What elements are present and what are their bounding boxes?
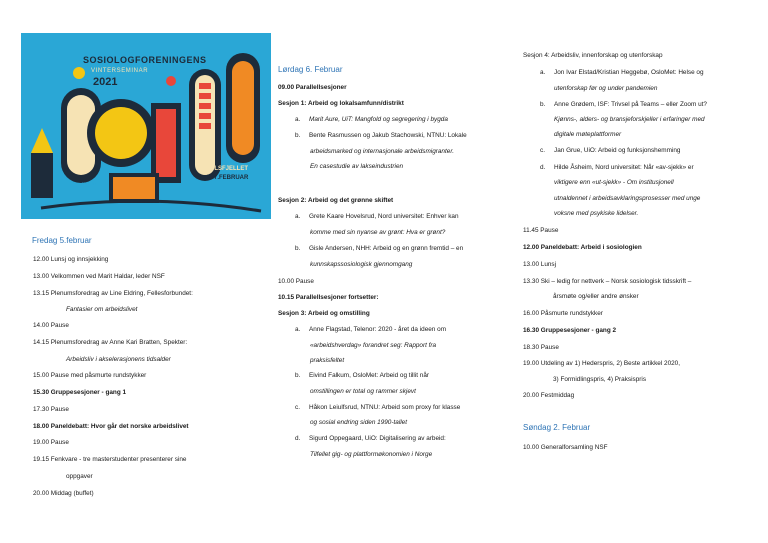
friday-item: 13.00 Velkommen ved Marit Haldar, leder NSF: [33, 273, 165, 280]
right-item: 12.00 Paneldebatt: Arbeid i sosiologien: [523, 244, 642, 251]
saturday-item: Sesjon 1: Arbeid og lokalsamfunn/distrikt: [278, 100, 404, 107]
list-marker: a.: [295, 213, 301, 220]
poster-word: ARBEID: [81, 181, 96, 186]
saturday-item: [295, 404, 460, 412]
friday-item: 13.15 Plenumsforedrag av Line Eldring, Fellesforbundet:: [33, 290, 193, 297]
right-item: [540, 147, 680, 155]
item-text: Marit Aure, UiT: Mangfold og segregering i bygda: [309, 116, 448, 123]
right-item: digitale møteplattformer: [554, 131, 622, 138]
saturday-item: arbeidsmarked og internasjonale arbeidsmigranter.: [310, 148, 454, 155]
saturday-item: komme med sin nyanse av grønt: Hva er grønt?: [310, 229, 446, 236]
item-text: Anne Flagstad, Telenor: 2020 - året da ideen om: [309, 326, 447, 333]
right-item: [540, 164, 694, 172]
list-marker: b.: [295, 372, 301, 379]
saturday-item: En casestudie av lakseindustrien: [310, 163, 404, 170]
right-item: 11.45 Pause: [523, 227, 559, 234]
friday-item: 15.00 Pause med påsmurte rundstykker: [33, 372, 147, 379]
saturday-item: Sesjon 3: Arbeid og omstilling: [278, 310, 370, 317]
saturday-item: [295, 116, 448, 124]
right-item: utnaldennet i arbeidsavklaringsprosesser med unge: [554, 195, 701, 202]
list-marker: a.: [540, 69, 546, 76]
list-marker: b.: [540, 101, 546, 108]
list-marker: d.: [295, 435, 301, 442]
item-text: Bente Rasmussen og Jakub Stachowski, NTNU: Lokale: [309, 132, 467, 139]
saturday-item: kunnskapssosiologisk gjennomgang: [310, 261, 413, 268]
right-item: 13.00 Lunsj: [523, 261, 557, 268]
right-item: 18.30 Pause: [523, 344, 559, 351]
right-item: viktigere enn «ut-sjekk» - Om institusjonell: [554, 179, 674, 186]
sunday-item: 10.00 Generalforsamling NSF: [523, 444, 608, 451]
saturday-item: omstillingen er total og rammer skjevt: [310, 388, 416, 395]
friday-item: Fantasier om arbeidslivet: [66, 306, 138, 313]
item-text: Gisle Andersen, NHH: Arbeid og en grønn fremtid – en: [309, 245, 464, 252]
item-text: Hilde Åsheim, Nord universitet: Når «av-sjekk» er: [554, 164, 694, 171]
saturday-item: [295, 435, 446, 443]
friday-item: 14.00 Pause: [33, 322, 69, 329]
list-marker: c.: [295, 404, 300, 411]
saturday-item: praksisfeltet: [310, 357, 345, 364]
right-item: utenforskap før og under pandemien: [554, 85, 658, 92]
item-text: Håkon Leiulfsrud, NTNU: Arbeid som proxy for klasse: [309, 404, 461, 411]
saturday-item: 10.15 Parallellsesjoner fortsetter:: [278, 294, 379, 301]
item-text: Sigurd Oppegaard, UiO: Digitalisering av arbeid:: [309, 435, 446, 442]
friday-title: Fredag 5.februar: [32, 236, 92, 245]
right-item: voksne med psykiske lidelser.: [554, 210, 639, 217]
list-marker: b.: [295, 132, 301, 139]
item-text: Anne Grødem, ISF: Trivsel på Teams – eller Zoom ut?: [554, 101, 707, 108]
friday-item: 15.30 Gruppesesjoner - gang 1: [33, 389, 127, 396]
right-item: Sesjon 4: Arbeidsliv, innenforskap og utenforskap: [523, 52, 663, 59]
right-item: 19.00 Utdeling av 1) Hederspris, 2) Beste artikkel 2020,: [523, 360, 681, 367]
friday-item: oppgaver: [66, 473, 93, 480]
seminar-poster: [21, 33, 271, 219]
friday-item: 17.30 Pause: [33, 406, 69, 413]
friday-item: 19.00 Pause: [33, 439, 69, 446]
saturday-item: [295, 132, 467, 140]
saturday-item: Sesjon 2: Arbeid og det grønne skiftet: [278, 197, 394, 204]
right-item: årsmøte og/eller andre ønsker: [553, 293, 639, 300]
friday-item: 12.00 Lunsj og innsjekking: [33, 256, 109, 263]
saturday-title: Lørdag 6. Februar: [278, 65, 343, 74]
poster-year: 2021: [93, 76, 118, 88]
item-text: Grete Kaare Hovelsrud, Nord universitet: Enhver kan: [309, 213, 459, 220]
item-text: Jan Grue, UiO: Arbeid og funksjonshemming: [554, 147, 681, 154]
poster-place: GOLSFJELLET: [205, 166, 249, 172]
saturday-item: [295, 372, 429, 380]
item-text: Jon Ivar Elstad/Kristian Heggebø, OsloMet: Helse og: [554, 69, 704, 76]
saturday-item: [295, 245, 463, 253]
right-item: 3) Formidlingspris, 4) Praksispris: [553, 376, 647, 383]
list-marker: a.: [295, 326, 301, 333]
right-item: [540, 69, 704, 77]
item-text: Eivind Falkum, OsloMet: Arbeid og tillit når: [309, 372, 430, 379]
saturday-item: Tilfellet gig- og plattformøkonomien i Norge: [310, 451, 433, 458]
saturday-item: 10.00 Pause: [278, 278, 314, 285]
poster-org: SOSIOLOGFORENINGENS: [83, 55, 207, 65]
saturday-item: «arbeidshverdag» forandret seg: Rapport fra: [310, 342, 437, 349]
saturday-item: 09.00 Parallellsesjoner: [278, 84, 347, 91]
saturday-item: [295, 326, 446, 334]
poster-dates: 5.-7.FEBRUAR: [207, 175, 249, 181]
right-item: 16.00 Påsmurte rundstykker: [523, 310, 603, 317]
friday-item: 19.15 Fenkvare - tre masterstudenter presenterer sine: [33, 456, 187, 463]
saturday-item: og sosial endring siden 1990-tallet: [310, 419, 407, 426]
list-marker: b.: [295, 245, 301, 252]
right-item: Kjønns-, alders- og bransjeforskjeller i erfaringer med: [554, 116, 705, 123]
saturday-item: [295, 213, 459, 221]
poster-event: VINTERSEMINAR: [91, 68, 149, 74]
sunday-title: Søndag 2. Februar: [523, 423, 591, 432]
friday-item: 20.00 Middag (buffet): [33, 490, 94, 497]
friday-item: 14.15 Plenumsforedrag av Anne Kari Bratten, Spekter:: [33, 339, 188, 346]
list-marker: d.: [540, 164, 546, 171]
right-item: [540, 101, 707, 109]
right-item: 13.30 Ski – ledig for nettverk – Norsk sosiologisk tidsskrift –: [523, 278, 692, 285]
list-marker: c.: [540, 147, 545, 154]
friday-item: 18.00 Paneldebatt: Hvor går det norske arbeidslivet: [33, 423, 189, 430]
right-item: 20.00 Festmiddag: [523, 392, 575, 399]
right-item: 16.30 Gruppesesjoner - gang 2: [523, 327, 617, 334]
friday-item: Arbeidsliv i akselerasjonens tidsalder: [66, 356, 171, 363]
list-marker: a.: [295, 116, 301, 123]
